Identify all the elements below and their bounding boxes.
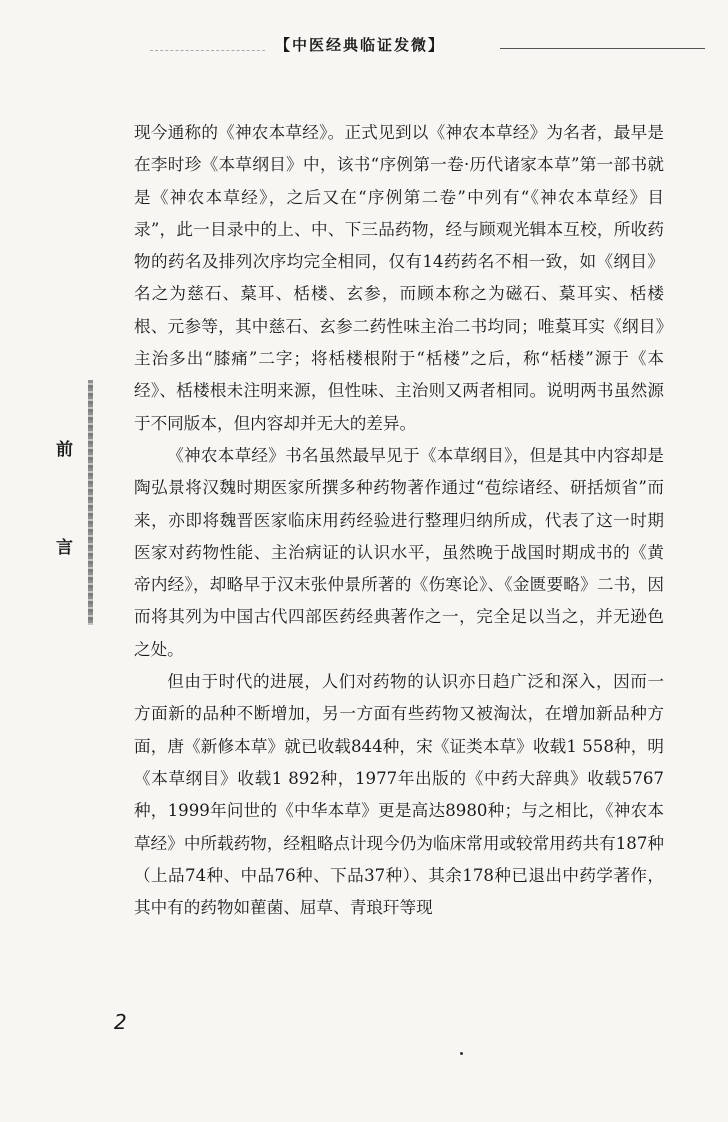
running-header xyxy=(150,32,710,56)
paragraph: 《神农本草经》书名虽然最早见于《本草纲目》，但是其中内容却是陶弘景将汉魏时期医家所撰多种药物著作通过“苞综诸经、研括烦省”而来，亦即将魏晋医家临床用药经验进行整理归纳所成，代表了这一时期医家对药物性能、主治病证的认识水平，虽然晚于战国时期成书的《黄帝内经》，却略早于汉末张仲景所著的《伤寒论》、《金匮要略》二书，因而将其列为中国古代四部医药经典著作之一，完全足以当之，并无逊色之处。 xyxy=(134,445,664,659)
section-label-char-2: 言 xyxy=(56,538,73,558)
scan-speck xyxy=(460,1052,463,1055)
header-title: 【中医经典临证发微】 xyxy=(275,36,446,54)
section-marker-bar xyxy=(88,380,93,625)
header-rule-right xyxy=(500,48,705,49)
header-rule-left xyxy=(150,50,265,51)
body-text xyxy=(134,117,664,924)
page-number: 2 xyxy=(114,1010,127,1034)
paragraph: 现今通称的《神农本草经》。正式见到以《神农本草经》为名者，最早是在李时珍《本草纲目》中，该书“序例第一卷·历代诸家本草”第一部书就是《神农本草经》，之后又在“序例第二卷”中列有“《神农本草经》目录”，此一目录中的上、中、下三品药物，经与顾观光辑本互校，所收药物的药名及排列次序均完全相同，仅有14药药名不相一致，如《纲目》名之为慈石、葈耳、栝楼、玄参，而顾本称之为磁石、葈耳实、栝楼根、元参等，其中慈石、玄参二药性味主治二书均同；唯葈耳实《纲目》主治多出“膝痛”二字；将栝楼根附于“栝楼”之后，称“栝楼”源于《本经》、栝楼根未注明来源，但性味、主治则又两者相同。说明两书虽然源于不同版本，但内容却并无大的差异。 xyxy=(134,123,664,433)
paragraph: 但由于时代的进展，人们对药物的认识亦日趋广泛和深入，因而一方面新的品种不断增加，另一方面有些药物又被淘汰，在增加新品种方面，唐《新修本草》就已收载844种，宋《证类本草》收载1 558种，明《本草纲目》收载1 892种，1977年出版的《中药大辞典》收载5767种，1999年问世的《中华本草》更是高达8980种；与之相比，《神农本草经》中所载药物，经粗略点计现今仍为临床常用或较常用药共有187种（上品74种、中品76种、下品37种）、其余178种已退出中药学著作，其中有的药物如雚菌、屈草、青琅玕等现 xyxy=(134,672,664,918)
section-label-char-1: 前 xyxy=(56,440,73,460)
